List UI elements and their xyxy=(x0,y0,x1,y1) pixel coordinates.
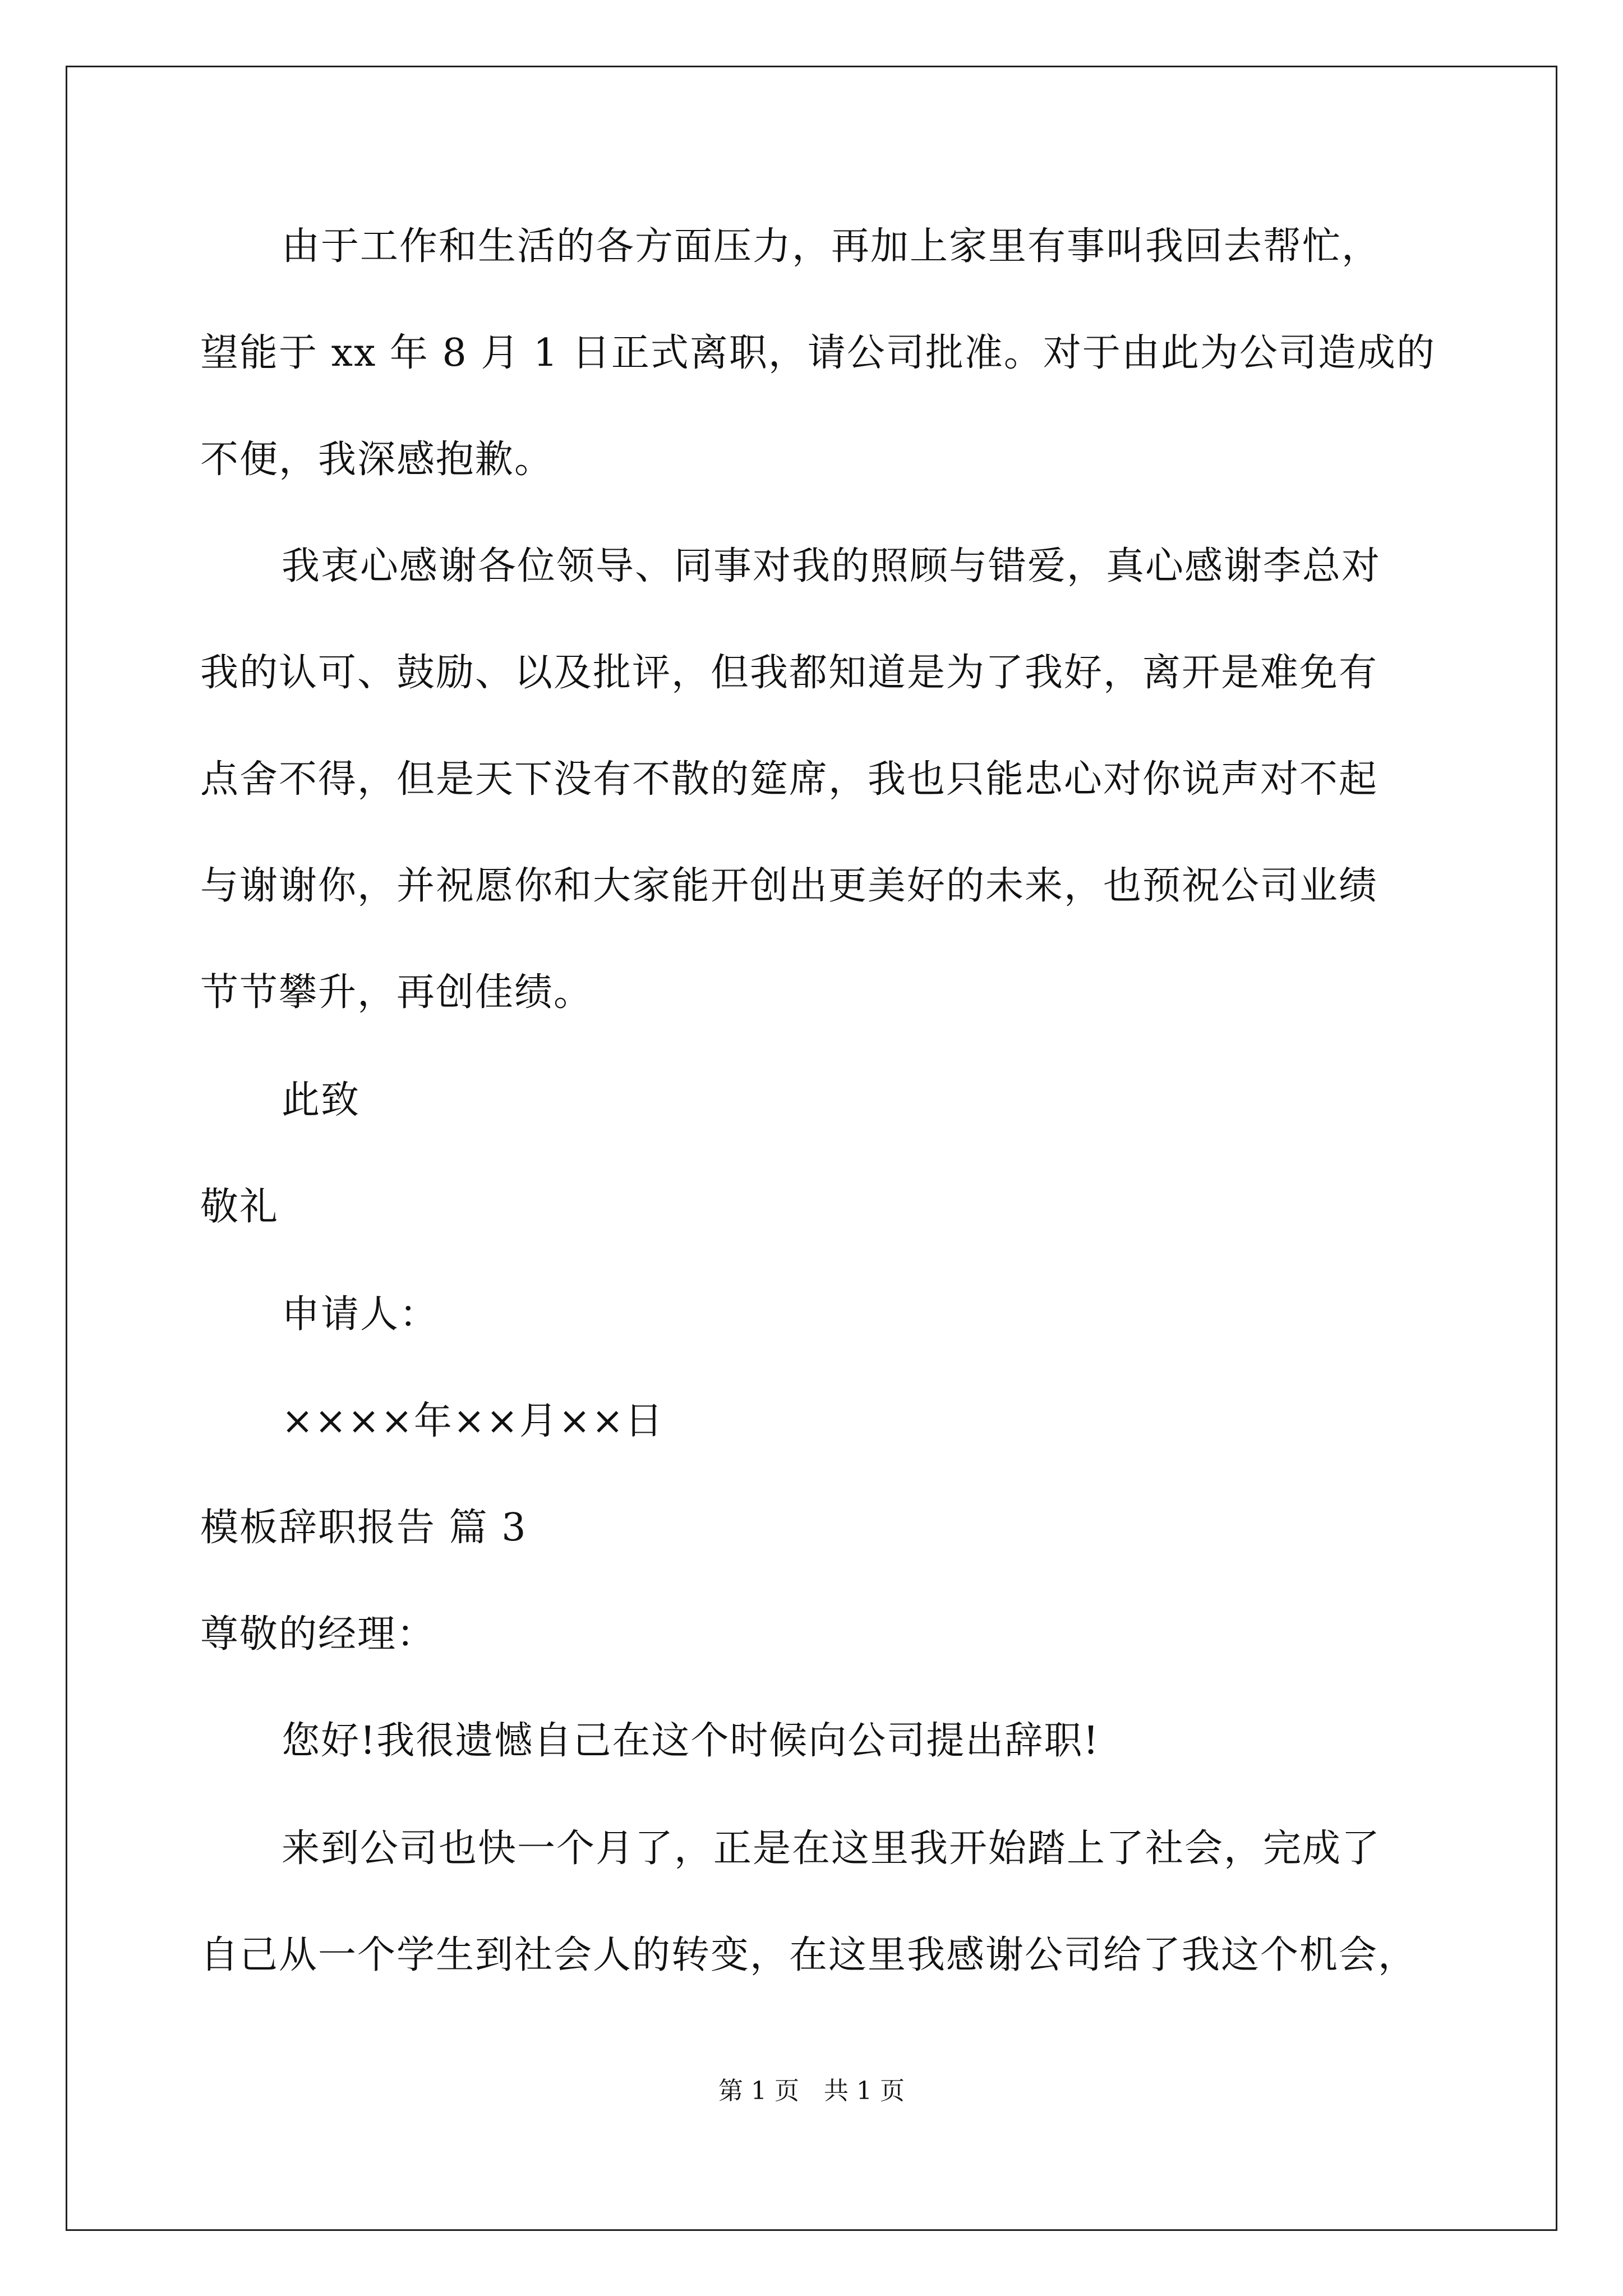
paragraph-line: 我衷心感谢各位领导、同事对我的照顾与错爱，真心感谢李总对 xyxy=(282,544,1381,588)
greeting: 尊敬的经理： xyxy=(200,1612,436,1657)
paragraph-line: 来到公司也快一个月了，正是在这里我开始踏上了社会，完成了 xyxy=(282,1826,1381,1871)
paragraph-line: 与谢谢你，并祝愿你和大家能开创出更美好的未来，也预祝公司业绩 xyxy=(200,864,1378,908)
paragraph-line: 望能于 xx 年 8 月 1 日正式离职，请公司批准。对于由此为公司造成的 xyxy=(200,331,1436,375)
page-footer: 第 1 页 共 1 页 xyxy=(718,2077,905,2105)
paragraph-line: 我的认可、鼓励、以及批评，但我都知道是为了我好，离开是难免有 xyxy=(200,651,1378,695)
paragraph-line: 自己从一个学生到社会人的转变，在这里我感谢公司给了我这个机会， xyxy=(200,1933,1418,1977)
salutation-closing: 敬礼 xyxy=(200,1185,279,1229)
closing-phrase: 此致 xyxy=(282,1078,361,1122)
paragraph-line: 由于工作和生活的各方面压力，再加上家里有事叫我回去帮忙， xyxy=(282,224,1381,269)
section-heading: 模板辞职报告 篇 3 xyxy=(200,1506,527,1550)
paragraph-line: 点舍不得，但是天下没有不散的筵席，我也只能忠心对你说声对不起 xyxy=(200,757,1378,802)
paragraph-line: 节节攀升，再创佳绩。 xyxy=(200,970,593,1015)
paragraph-line: 不便，我深感抱歉。 xyxy=(200,438,554,482)
applicant-label: 申请人： xyxy=(282,1292,439,1337)
date-line: ××××年××月××日 xyxy=(282,1399,664,1443)
paragraph-line: 您好!我很遗憾自己在这个时候向公司提出辞职! xyxy=(282,1719,1100,1763)
page-border xyxy=(66,66,1557,2231)
